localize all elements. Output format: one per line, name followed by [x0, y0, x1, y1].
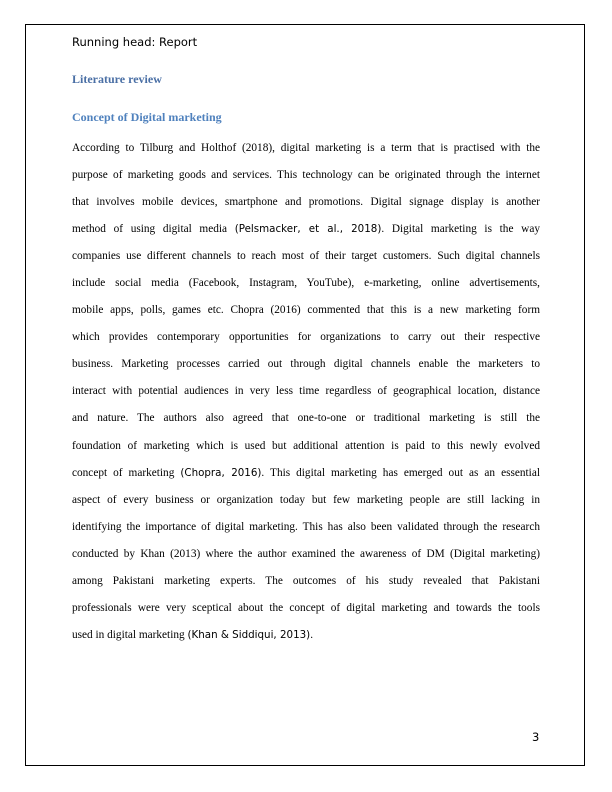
page-number: 3 — [532, 730, 540, 744]
paragraph-line: and nature. The authors also agreed that one-to-one or traditional marketing is still the — [72, 412, 540, 425]
paragraph-line: business. Marketing processes carried out through digital channels enable the marketers to — [72, 358, 540, 371]
paragraph-line — [72, 622, 540, 649]
paragraph-line: foundation of marketing which is used but additional attention is paid to this newly evolved — [72, 439, 540, 452]
running-head: Running head: Report — [72, 35, 198, 49]
paragraph-line: purpose of marketing goods and services. This technology can be originated through the internet — [72, 169, 540, 182]
paragraph-line: identifying the importance of digital marketing. This has also been validated through the research — [72, 520, 540, 533]
paragraph-line: conducted by Khan (2013) where the author examined the awareness of DM (Digital marketing) — [72, 547, 540, 560]
citation: (Chopra, 2016) — [180, 466, 262, 479]
paragraph-line: include social media (Facebook, Instagram, YouTube), e-marketing, online advertisements, — [72, 277, 540, 290]
line-text: . This digital marketing has emerged out as an essential — [261, 466, 540, 479]
paragraph-line: mobile apps, polls, games etc. Chopra (2016) commented that this is a new marketing form — [72, 304, 540, 317]
paragraph-line: that involves mobile devices, smartphone and promotions. Digital signage display is another — [72, 196, 540, 209]
line-text: method of using digital media — [72, 223, 228, 236]
citation: (Pelsmacker, et al., 2018) — [234, 223, 382, 236]
section-heading: Literature review — [72, 72, 162, 86]
line-text: concept of marketing — [72, 466, 175, 479]
paragraph-line: which provides contemporary opportunities for organizations to carry out their respective — [72, 331, 540, 344]
paragraph-line: aspect of every business or organization today but few marketing people are still lacking in — [72, 493, 540, 506]
paragraph-line: According to Tilburg and Holthof (2018), digital marketing is a term that is practised with the — [72, 142, 540, 154]
paragraph-line: among Pakistani marketing experts. The outcomes of his study revealed that Pakistani — [72, 574, 540, 587]
paragraph-line — [72, 216, 540, 243]
body-paragraph — [72, 135, 540, 649]
citation: (Khan & Siddiqui, 2013) — [187, 628, 311, 641]
line-text: . Digital marketing is the way — [381, 223, 540, 236]
paragraph-line: interact with potential audiences in very less time regardless of geographical location, distance — [72, 385, 540, 398]
line-text: used in digital marketing — [72, 628, 185, 641]
paragraph-line — [72, 460, 540, 487]
section-subheading: Concept of Digital marketing — [72, 110, 222, 124]
paragraph-line: companies use different channels to reach most of their target customers. Such digital channels — [72, 250, 540, 263]
paragraph-line: professionals were very sceptical about the concept of digital marketing and towards the tools — [72, 601, 540, 614]
line-text: . — [310, 628, 314, 641]
